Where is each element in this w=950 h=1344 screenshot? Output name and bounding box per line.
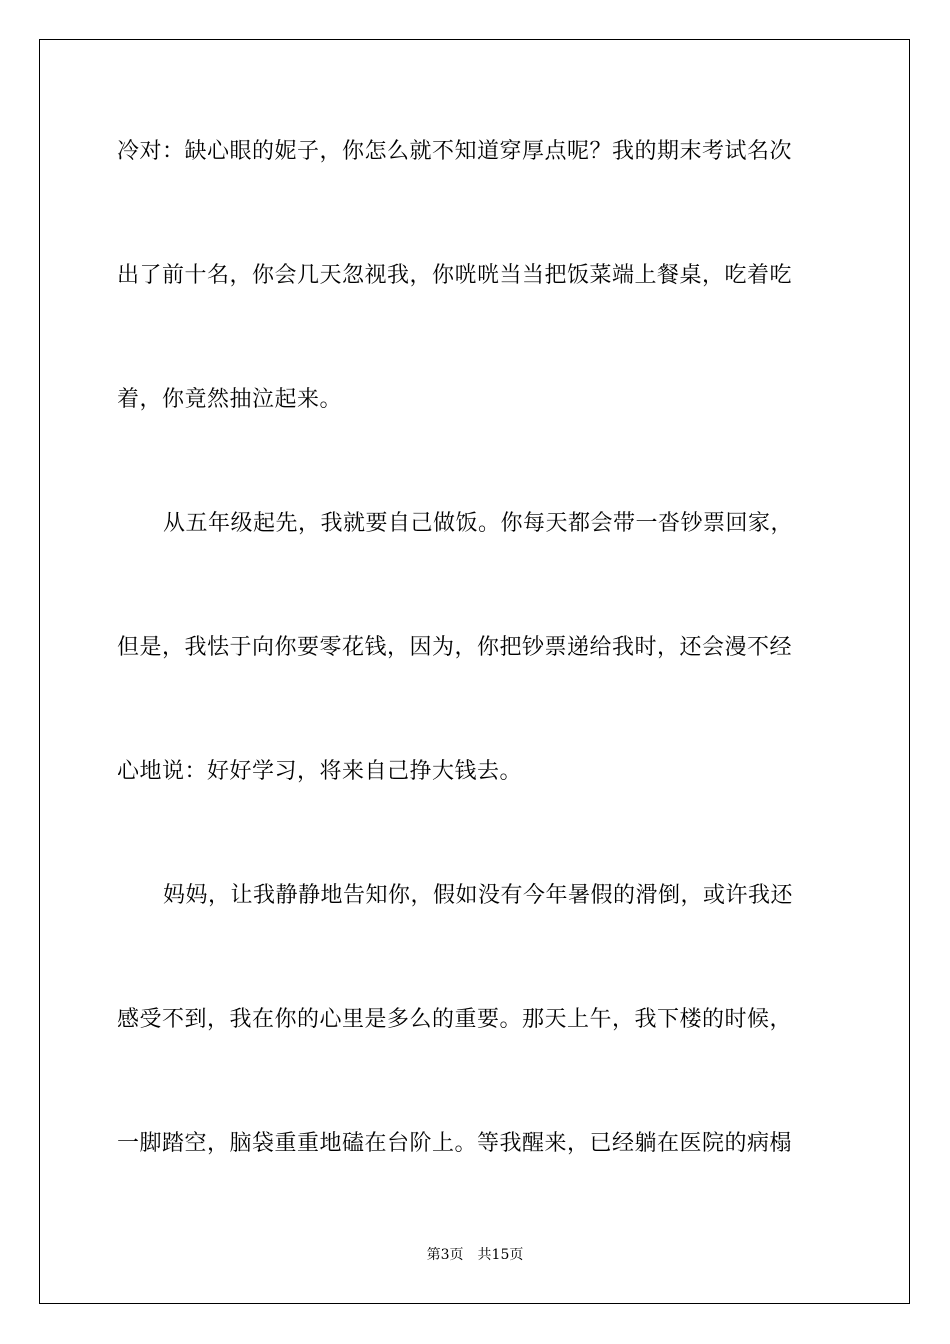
page-number-current: 第3页 [426, 1247, 464, 1263]
text-line: 心地说：好好学习，将来自己挣大钱去。 [117, 759, 523, 784]
text-line: 冷对：缺心眼的妮子，你怎么就不知道穿厚点呢？我的期末考试名次 [117, 139, 793, 164]
text-line: 一脚踏空，脑袋重重地磕在台阶上。等我醒来，已经躺在医院的病榻 [117, 1131, 793, 1156]
page-footer [0, 1248, 950, 1262]
page-border [39, 39, 910, 1304]
text-line: 但是，我怯于向你要零花钱，因为，你把钞票递给我时，还会漫不经 [117, 635, 793, 660]
text-line: 着，你竟然抽泣起来。 [117, 387, 343, 412]
text-line: 出了前十名，你会几天忽视我，你咣咣当当把饭菜端上餐桌，吃着吃 [117, 263, 793, 288]
text-line: 感受不到，我在你的心里是多么的重要。那天上午，我下楼的时候， [117, 1007, 793, 1032]
paragraph-start-line: 妈妈，让我静静地告知你，假如没有今年暑假的滑倒，或许我还 [163, 883, 794, 908]
paragraph-start-line: 从五年级起先，我就要自己做饭。你每天都会带一沓钞票回家， [163, 511, 794, 536]
page-number-total: 共15页 [477, 1247, 524, 1263]
